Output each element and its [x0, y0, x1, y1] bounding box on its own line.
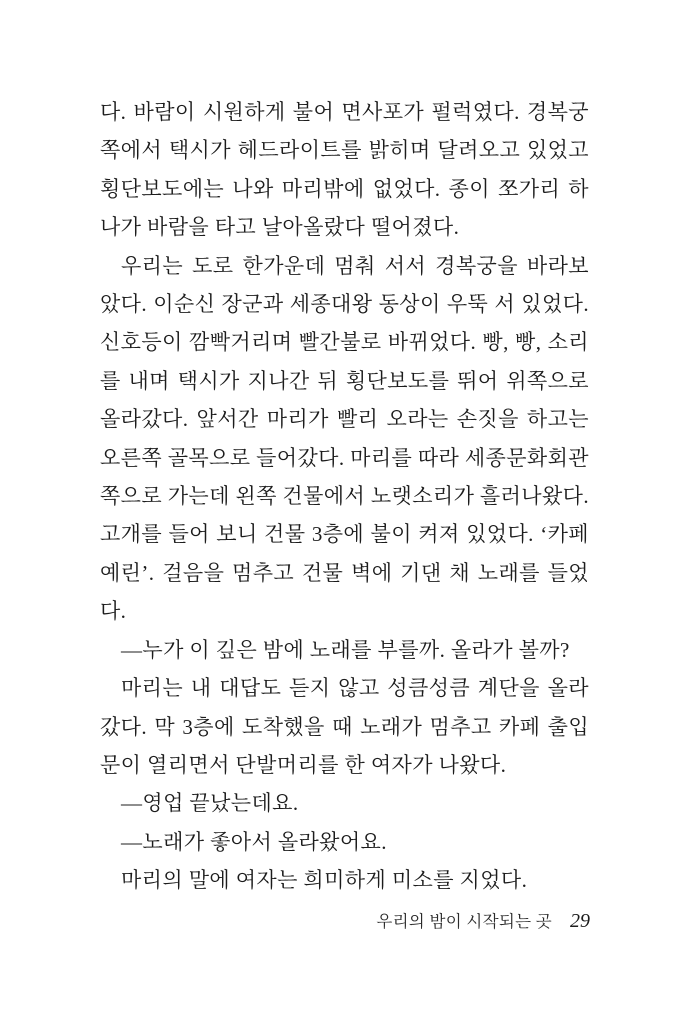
body-paragraph: 우리는 도로 한가운데 멈춰 서서 경복궁을 바라보았다. 이순신 장군과 세종대왕 동상이 우뚝 서 있었다. 신호등이 깜빡거리며 빨간불로 바뀌었다. 빵, 빵, 소리를 내며 택시가 지나간 뒤 횡단보도를 뛰어 위쪽으로 올라갔다. 앞서간 마리가 빨리 오라는 손짓을 하고는 오른쪽 골목으로 들어갔다. 마리를 따라 세종문화회관 쪽으로 가는데 왼쪽 건물에서 노랫소리가 흘러나왔다. 고개를 들어 보니 건물 3층에 불이 켜져 있었다. ‘카페 예린’. 걸음을 멈추고 건물 벽에 기댄 채 노래를 들었다.: [100, 253, 589, 624]
body-paragraph: 다. 바람이 시원하게 불어 면사포가 펄럭였다. 경복궁 쪽에서 택시가 헤드라이트를 밝히며 달려오고 있었고 횡단보도에는 나와 마리밖에 없었다. 종이 쪼가리 하나가 바람을 타고 날아올랐다 떨어졌다.: [100, 100, 589, 240]
page-footer: [376, 908, 590, 933]
body-paragraph: 마리는 내 대답도 듣지 않고 성큼성큼 계단을 올라갔다. 막 3층에 도착했을 때 노래가 멈추고 카페 출입문이 열리면서 단발머리를 한 여자가 나왔다.: [100, 676, 589, 777]
body-paragraph: 마리의 말에 여자는 희미하게 미소를 지었다.: [121, 868, 528, 893]
running-title: 우리의 밤이 시작되는 곳: [376, 912, 552, 931]
dialogue-paragraph: —누가 이 깊은 밤에 노래를 부를까. 올라가 볼까?: [121, 637, 570, 662]
page-number: 29: [570, 910, 590, 932]
body-text: [100, 93, 589, 900]
dialogue-paragraph: —영업 끝났는데요.: [121, 791, 299, 816]
dialogue-paragraph: —노래가 좋아서 올라왔어요.: [121, 829, 387, 854]
